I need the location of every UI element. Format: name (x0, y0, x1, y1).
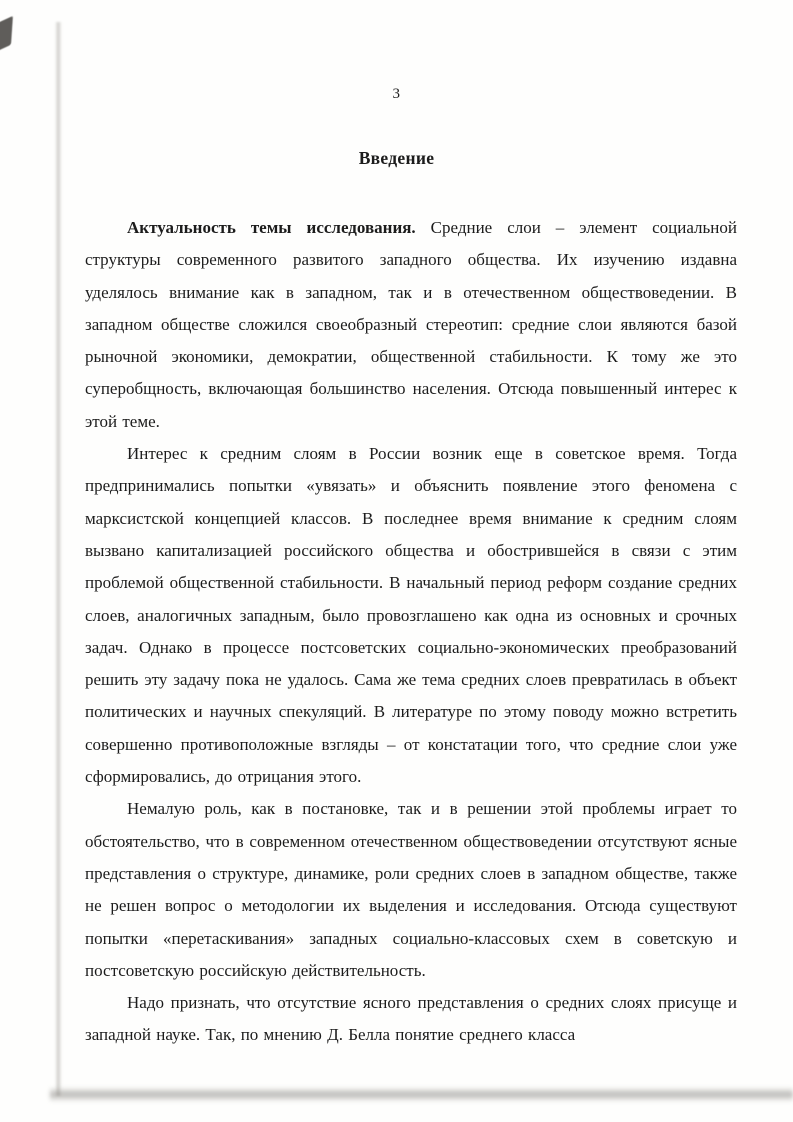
paragraph-text: Средние слои – элемент социальной структуры современного развитого западного общества. Их изучению издавна уделялось внимание как в западном, так и в отечественном обществоведении. В западном обществе сложился своеобразный стереотип: средние слои являются базой рыночной экономики, демократии, общественной стабильности. К тому же это суперобщность, включающая большинство населения. Отсюда повышенный интерес к этой теме. (85, 218, 737, 431)
section-title: Введение (358, 148, 435, 168)
scan-bottom-edge-shadow (50, 1087, 793, 1102)
scan-corner-artifact (0, 16, 13, 52)
body-text (85, 212, 737, 1052)
paragraph-relevance (85, 212, 737, 438)
paragraph-lead-bold: Актуальность темы исследования. (127, 218, 416, 237)
paragraph-methodology-gap: Немалую роль, как в постановке, так и в решении этой проблемы играет то обстоятельство, что в современном отечественном обществоведении отсутствуют ясные представления о структуре, динамике, роли средних слоев в западном обществе, также не решен вопрос о методологии их выделения и исследования. Отсюда существуют попытки «перетаскивания» западных социально-классовых схем в советскую и постсоветскую российскую действительность. (85, 799, 737, 980)
paragraph-western-science: Надо признать, что отсутствие ясного представления о средних слоях присуще и западной науке. Так, по мнению Д. Белла понятие среднего класса (85, 993, 737, 1045)
page-number: 3 (392, 86, 401, 102)
paragraph-soviet-interest: Интерес к средним слоям в России возник еще в советское время. Тогда предпринимались попытки «увязать» и объяснить появление этого феномена с марксистской концепцией классов. В последнее время внимание к средним слоям вызвано капитализацией российского общества и обострившейся в связи с этим проблемой общественной стабильности. В начальный период реформ создание средних слоев, аналогичных западным, было провозглашено как одна из основных и срочных задач. Однако в процессе постсоветских социально-экономических преобразований решить эту задачу пока не удалось. Сама же тема средних слоев превратилась в объект политических и научных спекуляций. В литературе по этому поводу можно встретить совершенно противоположные взгляды – от констатации того, что средние слои уже сформировались, до отрицания этого. (85, 444, 737, 787)
scan-left-edge-shadow (55, 22, 62, 1096)
